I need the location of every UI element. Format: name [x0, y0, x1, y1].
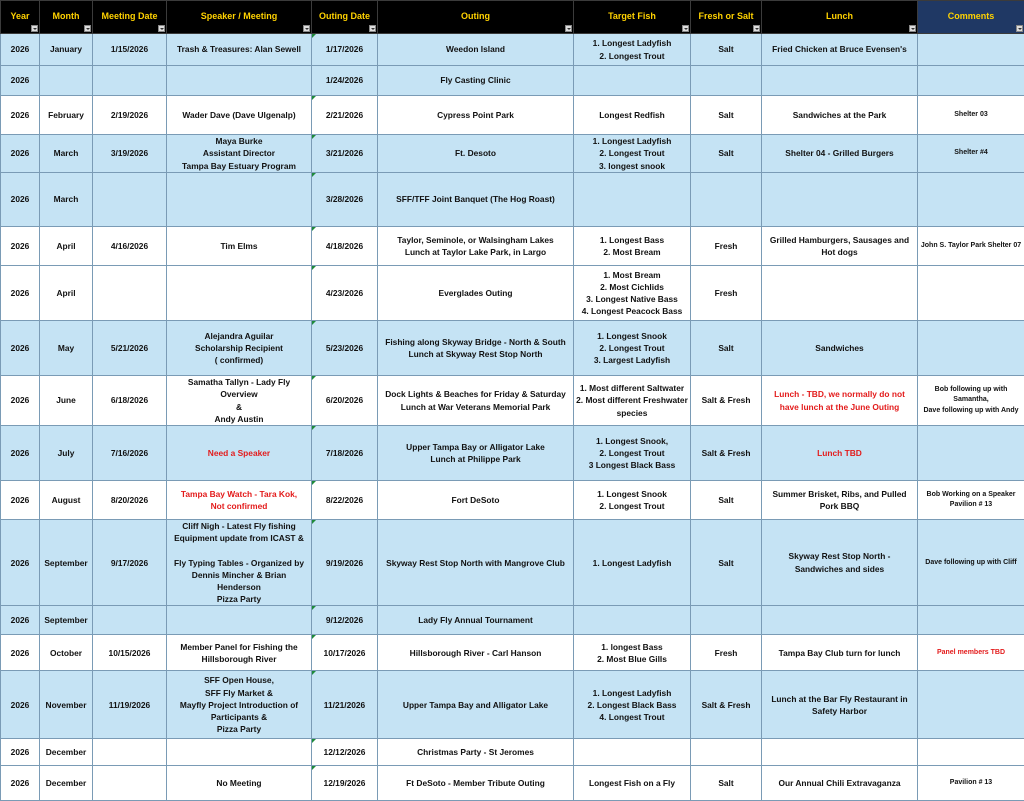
table-row [1, 606, 1024, 635]
filter-dropdown-icon[interactable] [1016, 25, 1023, 32]
col-header-label: Fresh or Salt [698, 11, 753, 21]
cell-fresh-salt[interactable]: Fresh [691, 635, 762, 671]
table-row [1, 173, 1024, 227]
cell-outing[interactable]: Ft. Desoto [378, 135, 574, 173]
filter-dropdown-icon[interactable] [682, 25, 689, 32]
cell-lunch[interactable]: Lunch at the Bar Fly Restaurant in Safety Harbor [762, 671, 918, 739]
cell-meeting-date[interactable]: 1/15/2026 [93, 34, 167, 66]
cell-speaker[interactable]: No Meeting [167, 766, 312, 801]
cell-speaker[interactable]: Tampa Bay Watch - Tara Kok, Not confirmed [167, 481, 312, 520]
cell-outing-date[interactable]: 11/21/2026 [312, 671, 378, 739]
cell-lunch[interactable] [762, 173, 918, 227]
cell-comments[interactable] [918, 66, 1024, 96]
cell-outing[interactable]: Upper Tampa Bay or Alligator Lake Lunch at Philippe Park [378, 426, 574, 481]
col-header-outing[interactable] [378, 1, 574, 34]
cell-outing-date[interactable]: 3/21/2026 [312, 135, 378, 173]
cell-fresh-salt[interactable]: Fresh [691, 227, 762, 266]
cell-comments[interactable] [918, 671, 1024, 739]
cell-target-fish[interactable]: 1. Most Bream 2. Most Cichlids 3. Longest Native Bass 4. Longest Peacock Bass [574, 266, 691, 321]
header-row [1, 1, 1024, 34]
cell-outing[interactable]: Fort DeSoto [378, 481, 574, 520]
cell-comments[interactable] [918, 606, 1024, 635]
cell-outing[interactable]: Lady Fly Annual Tournament [378, 606, 574, 635]
col-header-month[interactable] [40, 1, 93, 34]
col-header-target-fish[interactable] [574, 1, 691, 34]
cell-year[interactable]: 2026 [1, 426, 40, 481]
cell-meeting-date[interactable] [93, 173, 167, 227]
cell-month[interactable]: August [40, 481, 93, 520]
filter-dropdown-icon[interactable] [303, 25, 310, 32]
cell-fresh-salt[interactable]: Salt [691, 135, 762, 173]
cell-year[interactable]: 2026 [1, 635, 40, 671]
cell-comments[interactable]: Dave following up with Cliff [918, 520, 1024, 606]
cell-comments[interactable]: Panel members TBD [918, 635, 1024, 671]
cell-meeting-date[interactable]: 8/20/2026 [93, 481, 167, 520]
cell-outing[interactable]: SFF/TFF Joint Banquet (The Hog Roast) [378, 173, 574, 227]
cell-meeting-date[interactable]: 6/18/2026 [93, 376, 167, 426]
table-row [1, 520, 1024, 606]
cell-speaker[interactable] [167, 173, 312, 227]
cell-year[interactable]: 2026 [1, 135, 40, 173]
cell-target-fish[interactable]: Longest Redfish [574, 96, 691, 135]
cell-fresh-salt[interactable]: Salt & Fresh [691, 376, 762, 426]
cell-meeting-date[interactable] [93, 766, 167, 801]
cell-target-fish[interactable] [574, 739, 691, 766]
cell-fresh-salt[interactable]: Salt [691, 34, 762, 66]
col-header-year[interactable] [1, 1, 40, 34]
cell-year[interactable]: 2026 [1, 481, 40, 520]
cell-outing-date[interactable]: 7/18/2026 [312, 426, 378, 481]
cell-comments[interactable]: Shelter 03 [918, 96, 1024, 135]
filter-dropdown-icon[interactable] [158, 25, 165, 32]
cell-target-fish[interactable]: 1. Most different Saltwater 2. Most different Freshwater species [574, 376, 691, 426]
cell-fresh-salt[interactable]: Salt [691, 520, 762, 606]
col-header-label: Year [10, 11, 29, 21]
cell-outing[interactable]: Everglades Outing [378, 266, 574, 321]
cell-target-fish[interactable] [574, 66, 691, 96]
cell-target-fish[interactable]: Longest Fish on a Fly [574, 766, 691, 801]
cell-month[interactable]: May [40, 321, 93, 376]
cell-meeting-date[interactable] [93, 66, 167, 96]
col-header-label: Target Fish [608, 11, 656, 21]
table-row [1, 481, 1024, 520]
cell-outing-date[interactable]: 12/12/2026 [312, 739, 378, 766]
cell-meeting-date[interactable]: 7/16/2026 [93, 426, 167, 481]
cell-meeting-date[interactable]: 4/16/2026 [93, 227, 167, 266]
cell-target-fish[interactable] [574, 606, 691, 635]
filter-dropdown-icon[interactable] [369, 25, 376, 32]
cell-fresh-salt[interactable] [691, 173, 762, 227]
cell-target-fish[interactable] [574, 173, 691, 227]
cell-outing[interactable]: Upper Tampa Bay and Alligator Lake [378, 671, 574, 739]
cell-year[interactable]: 2026 [1, 321, 40, 376]
cell-meeting-date[interactable] [93, 739, 167, 766]
cell-outing[interactable]: Cypress Point Park [378, 96, 574, 135]
cell-meeting-date[interactable]: 2/19/2026 [93, 96, 167, 135]
cell-lunch[interactable]: Skyway Rest Stop North - Sandwiches and sides [762, 520, 918, 606]
cell-comments[interactable]: Bob following up with Samantha, Dave following up with Andy [918, 376, 1024, 426]
cell-target-fish[interactable]: 1. Longest Ladyfish 2. Longest Trout 3. longest snook [574, 135, 691, 173]
cell-comments[interactable]: Bob Working on a Speaker Pavilion # 13 [918, 481, 1024, 520]
table-row [1, 635, 1024, 671]
col-header-label: Speaker / Meeting [201, 11, 278, 21]
cell-meeting-date[interactable]: 10/15/2026 [93, 635, 167, 671]
cell-outing-date[interactable]: 2/21/2026 [312, 96, 378, 135]
cell-meeting-date[interactable]: 9/17/2026 [93, 520, 167, 606]
cell-month[interactable]: March [40, 135, 93, 173]
cell-comments[interactable]: Pavilion # 13 [918, 766, 1024, 801]
cell-speaker[interactable]: Samatha Tallyn - Lady Fly Overview & Andy Austin [167, 376, 312, 426]
cell-month[interactable]: March [40, 173, 93, 227]
cell-speaker[interactable]: Tim Elms [167, 227, 312, 266]
cell-month[interactable]: December [40, 766, 93, 801]
cell-lunch[interactable]: Grilled Hamburgers, Sausages and Hot dogs [762, 227, 918, 266]
cell-speaker[interactable] [167, 606, 312, 635]
cell-month[interactable]: July [40, 426, 93, 481]
cell-comments[interactable] [918, 34, 1024, 66]
cell-lunch[interactable] [762, 266, 918, 321]
cell-fresh-salt[interactable]: Salt & Fresh [691, 426, 762, 481]
cell-lunch[interactable]: Lunch TBD [762, 426, 918, 481]
cell-month[interactable]: January [40, 34, 93, 66]
cell-meeting-date[interactable]: 5/21/2026 [93, 321, 167, 376]
cell-outing[interactable]: Christmas Party - St Jeromes [378, 739, 574, 766]
cell-fresh-salt[interactable] [691, 606, 762, 635]
cell-comments[interactable] [918, 426, 1024, 481]
cell-lunch[interactable]: Summer Brisket, Ribs, and Pulled Pork BBQ [762, 481, 918, 520]
filter-dropdown-icon[interactable] [84, 25, 91, 32]
cell-target-fish[interactable]: 1. Longest Snook 2. Longest Trout 3. Largest Ladyfish [574, 321, 691, 376]
cell-target-fish[interactable]: 1. Longest Bass 2. Most Bream [574, 227, 691, 266]
cell-month[interactable]: September [40, 606, 93, 635]
cell-speaker[interactable]: Wader Dave (Dave Ulgenalp) [167, 96, 312, 135]
cell-outing[interactable]: Taylor, Seminole, or Walsingham Lakes Lunch at Taylor Lake Park, in Largo [378, 227, 574, 266]
col-header-comments[interactable] [918, 1, 1024, 34]
cell-year[interactable]: 2026 [1, 96, 40, 135]
cell-outing-date[interactable]: 9/19/2026 [312, 520, 378, 606]
cell-year[interactable]: 2026 [1, 606, 40, 635]
table-row [1, 34, 1024, 66]
cell-target-fish[interactable]: 1. Longest Snook, 2. Longest Trout 3 Longest Black Bass [574, 426, 691, 481]
col-header-label: Meeting Date [101, 11, 157, 21]
table-row [1, 426, 1024, 481]
cell-target-fish[interactable]: 1. Longest Ladyfish 2. Longest Trout [574, 34, 691, 66]
cell-outing-date[interactable]: 3/28/2026 [312, 173, 378, 227]
cell-outing-date[interactable]: 10/17/2026 [312, 635, 378, 671]
cell-month[interactable]: June [40, 376, 93, 426]
cell-outing[interactable]: Ft DeSoto - Member Tribute Outing [378, 766, 574, 801]
cell-fresh-salt[interactable]: Salt [691, 766, 762, 801]
cell-target-fish[interactable]: 1. Longest Snook 2. Longest Trout [574, 481, 691, 520]
cell-year[interactable]: 2026 [1, 739, 40, 766]
cell-meeting-date[interactable] [93, 266, 167, 321]
filter-dropdown-icon[interactable] [753, 25, 760, 32]
cell-outing[interactable]: Hillsborough River - Carl Hanson [378, 635, 574, 671]
cell-year[interactable]: 2026 [1, 34, 40, 66]
cell-outing[interactable]: Weedon Island [378, 34, 574, 66]
table-row [1, 227, 1024, 266]
cell-fresh-salt[interactable]: Salt [691, 321, 762, 376]
table-row [1, 66, 1024, 96]
table-row [1, 266, 1024, 321]
cell-lunch[interactable]: Lunch - TBD, we normally do not have lunch at the June Outing [762, 376, 918, 426]
cell-meeting-date[interactable]: 11/19/2026 [93, 671, 167, 739]
cell-month[interactable]: April [40, 227, 93, 266]
col-header-label: Comments [948, 11, 995, 21]
filter-dropdown-icon[interactable] [565, 25, 572, 32]
cell-month[interactable]: November [40, 671, 93, 739]
cell-year[interactable]: 2026 [1, 671, 40, 739]
cell-outing-date[interactable]: 4/18/2026 [312, 227, 378, 266]
cell-lunch[interactable]: Sandwiches [762, 321, 918, 376]
cell-outing[interactable]: Fishing along Skyway Bridge - North & South Lunch at Skyway Rest Stop North [378, 321, 574, 376]
cell-fresh-salt[interactable]: Salt & Fresh [691, 671, 762, 739]
cell-comments[interactable] [918, 266, 1024, 321]
cell-outing-date[interactable]: 8/22/2026 [312, 481, 378, 520]
table-row [1, 739, 1024, 766]
cell-year[interactable]: 2026 [1, 227, 40, 266]
cell-comments[interactable] [918, 321, 1024, 376]
cell-speaker[interactable]: Trash & Treasures: Alan Sewell [167, 34, 312, 66]
cell-year[interactable]: 2026 [1, 766, 40, 801]
cell-year[interactable]: 2026 [1, 266, 40, 321]
cell-speaker[interactable] [167, 739, 312, 766]
cell-fresh-salt[interactable]: Salt [691, 481, 762, 520]
cell-speaker[interactable]: Cliff Nigh - Latest Fly fishing Equipment update from ICAST & Fly Typing Tables - Organized by Dennis Mincher & Brian Henderson Pizza Party [167, 520, 312, 606]
cell-lunch[interactable]: Tampa Bay Club turn for lunch [762, 635, 918, 671]
cell-outing-date[interactable]: 5/23/2026 [312, 321, 378, 376]
cell-speaker[interactable] [167, 66, 312, 96]
table-row [1, 135, 1024, 173]
cell-outing[interactable]: Dock Lights & Beaches for Friday & Saturday Lunch at War Veterans Memorial Park [378, 376, 574, 426]
cell-month[interactable]: October [40, 635, 93, 671]
filter-dropdown-icon[interactable] [909, 25, 916, 32]
cell-outing-date[interactable]: 9/12/2026 [312, 606, 378, 635]
cell-meeting-date[interactable]: 3/19/2026 [93, 135, 167, 173]
cell-fresh-salt[interactable]: Fresh [691, 266, 762, 321]
table-row [1, 376, 1024, 426]
cell-comments[interactable]: Shelter #4 [918, 135, 1024, 173]
cell-lunch[interactable]: Sandwiches at the Park [762, 96, 918, 135]
cell-fresh-salt[interactable]: Salt [691, 96, 762, 135]
cell-lunch[interactable]: Shelter 04 - Grilled Burgers [762, 135, 918, 173]
cell-lunch[interactable] [762, 66, 918, 96]
cell-comments[interactable] [918, 173, 1024, 227]
cell-month[interactable]: February [40, 96, 93, 135]
cell-year[interactable]: 2026 [1, 520, 40, 606]
cell-outing[interactable]: Fly Casting Clinic [378, 66, 574, 96]
cell-month[interactable]: September [40, 520, 93, 606]
table-row [1, 671, 1024, 739]
cell-lunch[interactable]: Fried Chicken at Bruce Evensen's [762, 34, 918, 66]
col-header-label: Outing Date [319, 11, 370, 21]
col-header-speaker[interactable] [167, 1, 312, 34]
cell-lunch[interactable]: Our Annual Chili Extravaganza [762, 766, 918, 801]
cell-target-fish[interactable]: 1. Longest Ladyfish 2. Longest Black Bass 4. Longest Trout [574, 671, 691, 739]
col-header-label: Month [53, 11, 80, 21]
cell-year[interactable]: 2026 [1, 66, 40, 96]
col-header-lunch[interactable] [762, 1, 918, 34]
cell-comments[interactable] [918, 739, 1024, 766]
cell-outing[interactable]: Skyway Rest Stop North with Mangrove Club [378, 520, 574, 606]
cell-speaker[interactable]: Member Panel for Fishing the Hillsborough River [167, 635, 312, 671]
cell-fresh-salt[interactable] [691, 739, 762, 766]
cell-month[interactable]: December [40, 739, 93, 766]
cell-year[interactable]: 2026 [1, 376, 40, 426]
col-header-label: Lunch [826, 11, 853, 21]
filter-dropdown-icon[interactable] [31, 25, 38, 32]
cell-speaker[interactable]: Maya Burke Assistant Director Tampa Bay Estuary Program [167, 135, 312, 173]
cell-lunch[interactable] [762, 739, 918, 766]
cell-speaker[interactable]: Need a Speaker [167, 426, 312, 481]
cell-outing-date[interactable]: 1/17/2026 [312, 34, 378, 66]
cell-target-fish[interactable]: 1. Longest Ladyfish [574, 520, 691, 606]
cell-outing-date[interactable]: 6/20/2026 [312, 376, 378, 426]
cell-target-fish[interactable]: 1. longest Bass 2. Most Blue Gills [574, 635, 691, 671]
cell-comments[interactable]: John S. Taylor Park Shelter 07 [918, 227, 1024, 266]
col-header-fresh-salt[interactable] [691, 1, 762, 34]
table-row [1, 766, 1024, 801]
cell-speaker[interactable]: Alejandra Aguilar Scholarship Recipient ( confirmed) [167, 321, 312, 376]
cell-outing-date[interactable]: 4/23/2026 [312, 266, 378, 321]
cell-lunch[interactable] [762, 606, 918, 635]
cell-month[interactable]: April [40, 266, 93, 321]
col-header-meeting-date[interactable] [93, 1, 167, 34]
cell-speaker[interactable]: SFF Open House, SFF Fly Market & Mayfly Project Introduction of Participants & Pizza Party [167, 671, 312, 739]
table-row [1, 321, 1024, 376]
cell-speaker[interactable] [167, 266, 312, 321]
cell-fresh-salt[interactable] [691, 66, 762, 96]
col-header-outing-date[interactable] [312, 1, 378, 34]
cell-outing-date[interactable]: 12/19/2026 [312, 766, 378, 801]
table-row [1, 96, 1024, 135]
cell-outing-date[interactable]: 1/24/2026 [312, 66, 378, 96]
cell-month[interactable] [40, 66, 93, 96]
cell-year[interactable]: 2026 [1, 173, 40, 227]
col-header-label: Outing [461, 11, 490, 21]
cell-meeting-date[interactable] [93, 606, 167, 635]
